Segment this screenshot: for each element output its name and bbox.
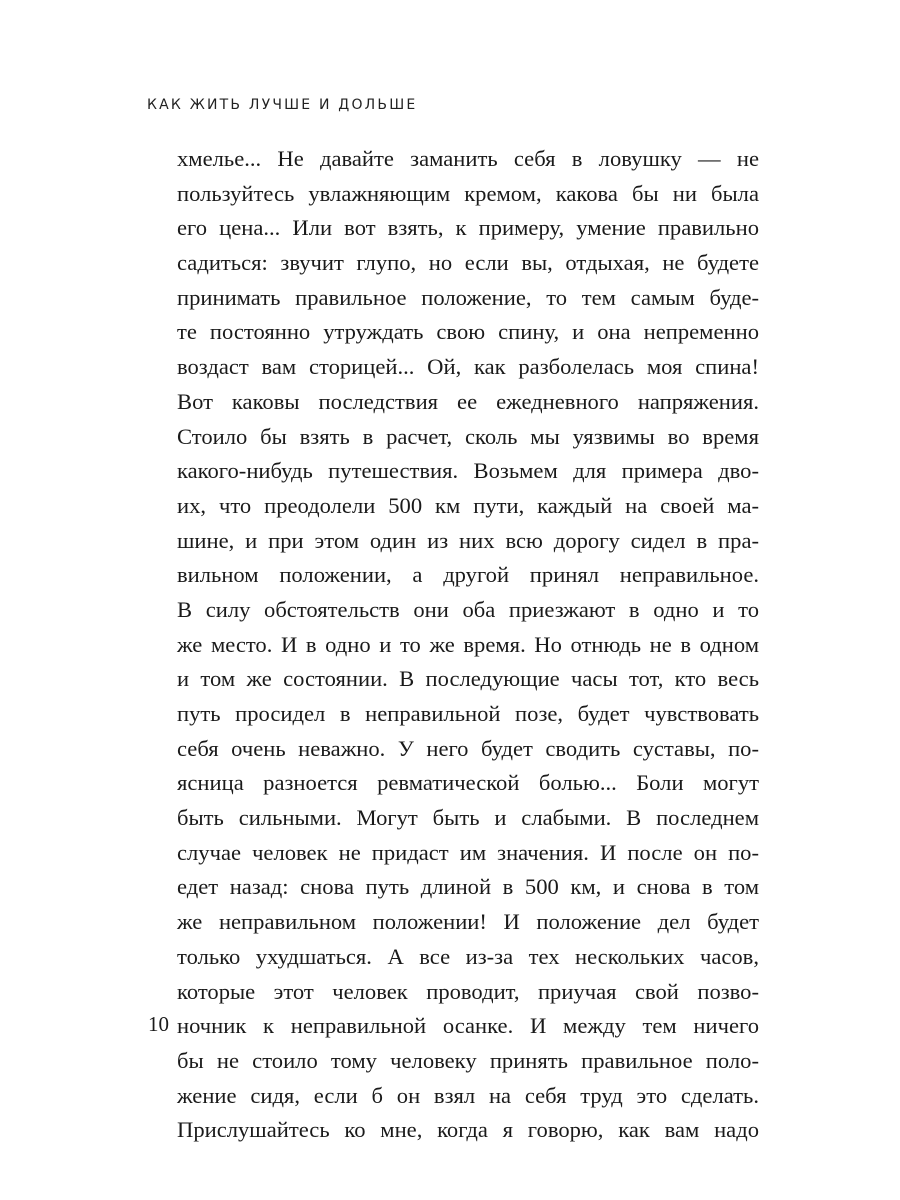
- text-line: их, что преодолели 500 км пути, каждый на своей ма-: [177, 492, 759, 518]
- running-header: КАК ЖИТЬ ЛУЧШЕ И ДОЛЬШЕ: [147, 97, 418, 113]
- text-line: едет назад: снова путь длиной в 500 км, и снова в том: [177, 874, 759, 900]
- text-line: его цена... Или вот взять, к примеру, умение правильно: [177, 215, 759, 241]
- text-line: какого-нибудь путешествия. Возьмем для примера дво-: [177, 458, 759, 484]
- text-line: ночник к неправильной осанке. И между тем ничего: [177, 1013, 759, 1039]
- text-line: же место. И в одно и то же время. Но отнюдь не в одном: [177, 631, 759, 657]
- text-line: случае человек не придаст им значения. И после он по-: [177, 839, 759, 865]
- text-line: пользуйтесь увлажняющим кремом, какова бы ни была: [177, 180, 759, 206]
- text-line: быть сильными. Могут быть и слабыми. В последнем: [177, 805, 759, 831]
- text-line: вильном положении, а другой принял неправильное.: [177, 562, 759, 588]
- text-line: хмелье... Не давайте заманить себя в ловушку — не: [177, 146, 759, 171]
- text-line: путь просидел в неправильной позе, будет чувствовать: [177, 701, 759, 726]
- text-line: себя очень неважно. У него будет сводить суставы, по-: [177, 735, 759, 761]
- text-line: бы не стоило тому человеку принять правильное поло-: [177, 1047, 759, 1073]
- text-line: и том же состоянии. В последующие часы тот, кто весь: [177, 666, 759, 692]
- text-line: шине, и при этом один из них всю дорогу сидел в пра-: [177, 527, 759, 553]
- page-number: 10: [148, 1012, 169, 1036]
- text-line: Стоило бы взять в расчет, сколь мы уязвимы во время: [177, 423, 759, 449]
- text-line: жение сидя, если б он взял на себя труд это сделать.: [177, 1082, 759, 1108]
- text-line: те постоянно утруждать свою спину, и она непременно: [177, 319, 759, 345]
- text-line: садиться: звучит глупо, но если вы, отдыхая, не будете: [177, 250, 759, 276]
- text-line: воздаст вам сторицей... Ой, как разболелась моя спина!: [177, 354, 759, 380]
- text-line: принимать правильное положение, то тем самым буде-: [177, 284, 759, 310]
- text-line: Прислушайтесь ко мне, когда я говорю, как вам надо: [177, 1117, 759, 1143]
- text-line: В силу обстоятельств они оба приезжают в одно и то: [177, 596, 759, 622]
- text-line: ясница разноется ревматической болью... Боли могут: [177, 770, 759, 796]
- text-line: только ухудшаться. А все из-за тех нескольких часов,: [177, 943, 759, 969]
- text-line: которые этот человек проводит, приучая свой позво-: [177, 978, 759, 1004]
- body-text: [177, 142, 759, 1148]
- text-line: Вот каковы последствия ее ежедневного напряжения.: [177, 388, 759, 414]
- text-line: же неправильном положении! И положение дел будет: [177, 909, 759, 935]
